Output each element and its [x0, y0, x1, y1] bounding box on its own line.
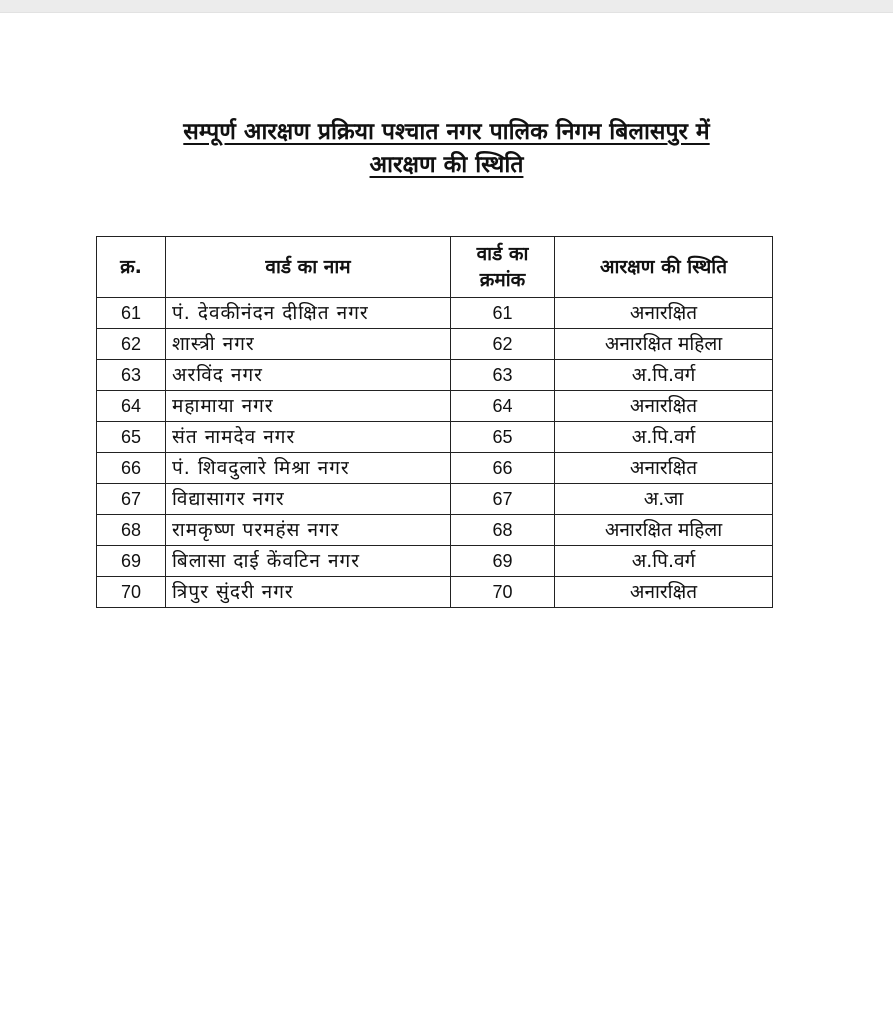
- cell-ward-number: 70: [451, 577, 555, 608]
- header-row: [97, 237, 773, 298]
- top-edge-bar: [0, 0, 893, 13]
- cell-ward-name: अरविंद नगर: [166, 360, 451, 391]
- cell-status: अनारक्षित: [555, 453, 773, 484]
- table-row: [97, 391, 773, 422]
- cell-status: अ.पि.वर्ग: [555, 422, 773, 453]
- cell-serial: 62: [97, 329, 166, 360]
- cell-ward-name: संत नामदेव नगर: [166, 422, 451, 453]
- table-row: [97, 360, 773, 391]
- cell-ward-number: 61: [451, 298, 555, 329]
- cell-status: अ.पि.वर्ग: [555, 360, 773, 391]
- cell-ward-number: 67: [451, 484, 555, 515]
- cell-ward-number: 66: [451, 453, 555, 484]
- cell-ward-name: विद्यासागर नगर: [166, 484, 451, 515]
- ward-reservation-table: [96, 236, 773, 608]
- cell-status: अनारक्षित महिला: [555, 515, 773, 546]
- cell-ward-name: पं. देवकीनंदन दीक्षित नगर: [166, 298, 451, 329]
- table-header: [97, 237, 773, 298]
- cell-serial: 64: [97, 391, 166, 422]
- table-row: [97, 298, 773, 329]
- cell-ward-name: पं. शिवदुलारे मिश्रा नगर: [166, 453, 451, 484]
- header-ward-number: [451, 237, 555, 298]
- table-row: [97, 515, 773, 546]
- table-body: [97, 298, 773, 608]
- cell-serial: 66: [97, 453, 166, 484]
- cell-status: अनारक्षित महिला: [555, 329, 773, 360]
- cell-ward-name: शास्त्री नगर: [166, 329, 451, 360]
- cell-ward-number: 69: [451, 546, 555, 577]
- cell-ward-name: त्रिपुर सुंदरी नगर: [166, 577, 451, 608]
- cell-ward-name: महामाया नगर: [166, 391, 451, 422]
- header-status: आरक्षण की स्थिति: [555, 237, 773, 298]
- cell-ward-name: रामकृष्ण परमहंस नगर: [166, 515, 451, 546]
- cell-ward-number: 68: [451, 515, 555, 546]
- cell-status: अनारक्षित: [555, 391, 773, 422]
- cell-ward-number: 63: [451, 360, 555, 391]
- cell-ward-number: 62: [451, 329, 555, 360]
- table-row: [97, 422, 773, 453]
- cell-ward-name: बिलासा दाई केंवटिन नगर: [166, 546, 451, 577]
- cell-serial: 63: [97, 360, 166, 391]
- cell-status: अ.पि.वर्ग: [555, 546, 773, 577]
- cell-status: अनारक्षित: [555, 298, 773, 329]
- cell-serial: 68: [97, 515, 166, 546]
- cell-serial: 65: [97, 422, 166, 453]
- cell-ward-number: 65: [451, 422, 555, 453]
- title-line-1: सम्पूर्ण आरक्षण प्रक्रिया पश्चात नगर पालिक निगम बिलासपुर में: [183, 119, 710, 145]
- cell-ward-number: 64: [451, 391, 555, 422]
- cell-status: अनारक्षित: [555, 577, 773, 608]
- table-row: [97, 484, 773, 515]
- table-row: [97, 329, 773, 360]
- cell-serial: 69: [97, 546, 166, 577]
- table-row: [97, 577, 773, 608]
- table-row: [97, 546, 773, 577]
- cell-serial: 67: [97, 484, 166, 515]
- document-title: [0, 116, 893, 182]
- cell-serial: 70: [97, 577, 166, 608]
- header-ward-name: वार्ड का नाम: [166, 237, 451, 298]
- header-serial: क्र.: [97, 237, 166, 298]
- header-ward-number-line-2: क्रमांक: [479, 269, 526, 291]
- table-row: [97, 453, 773, 484]
- header-ward-number-line-1: वार्ड का: [476, 243, 529, 265]
- title-line-2: आरक्षण की स्थिति: [369, 152, 524, 178]
- cell-serial: 61: [97, 298, 166, 329]
- cell-status: अ.जा: [555, 484, 773, 515]
